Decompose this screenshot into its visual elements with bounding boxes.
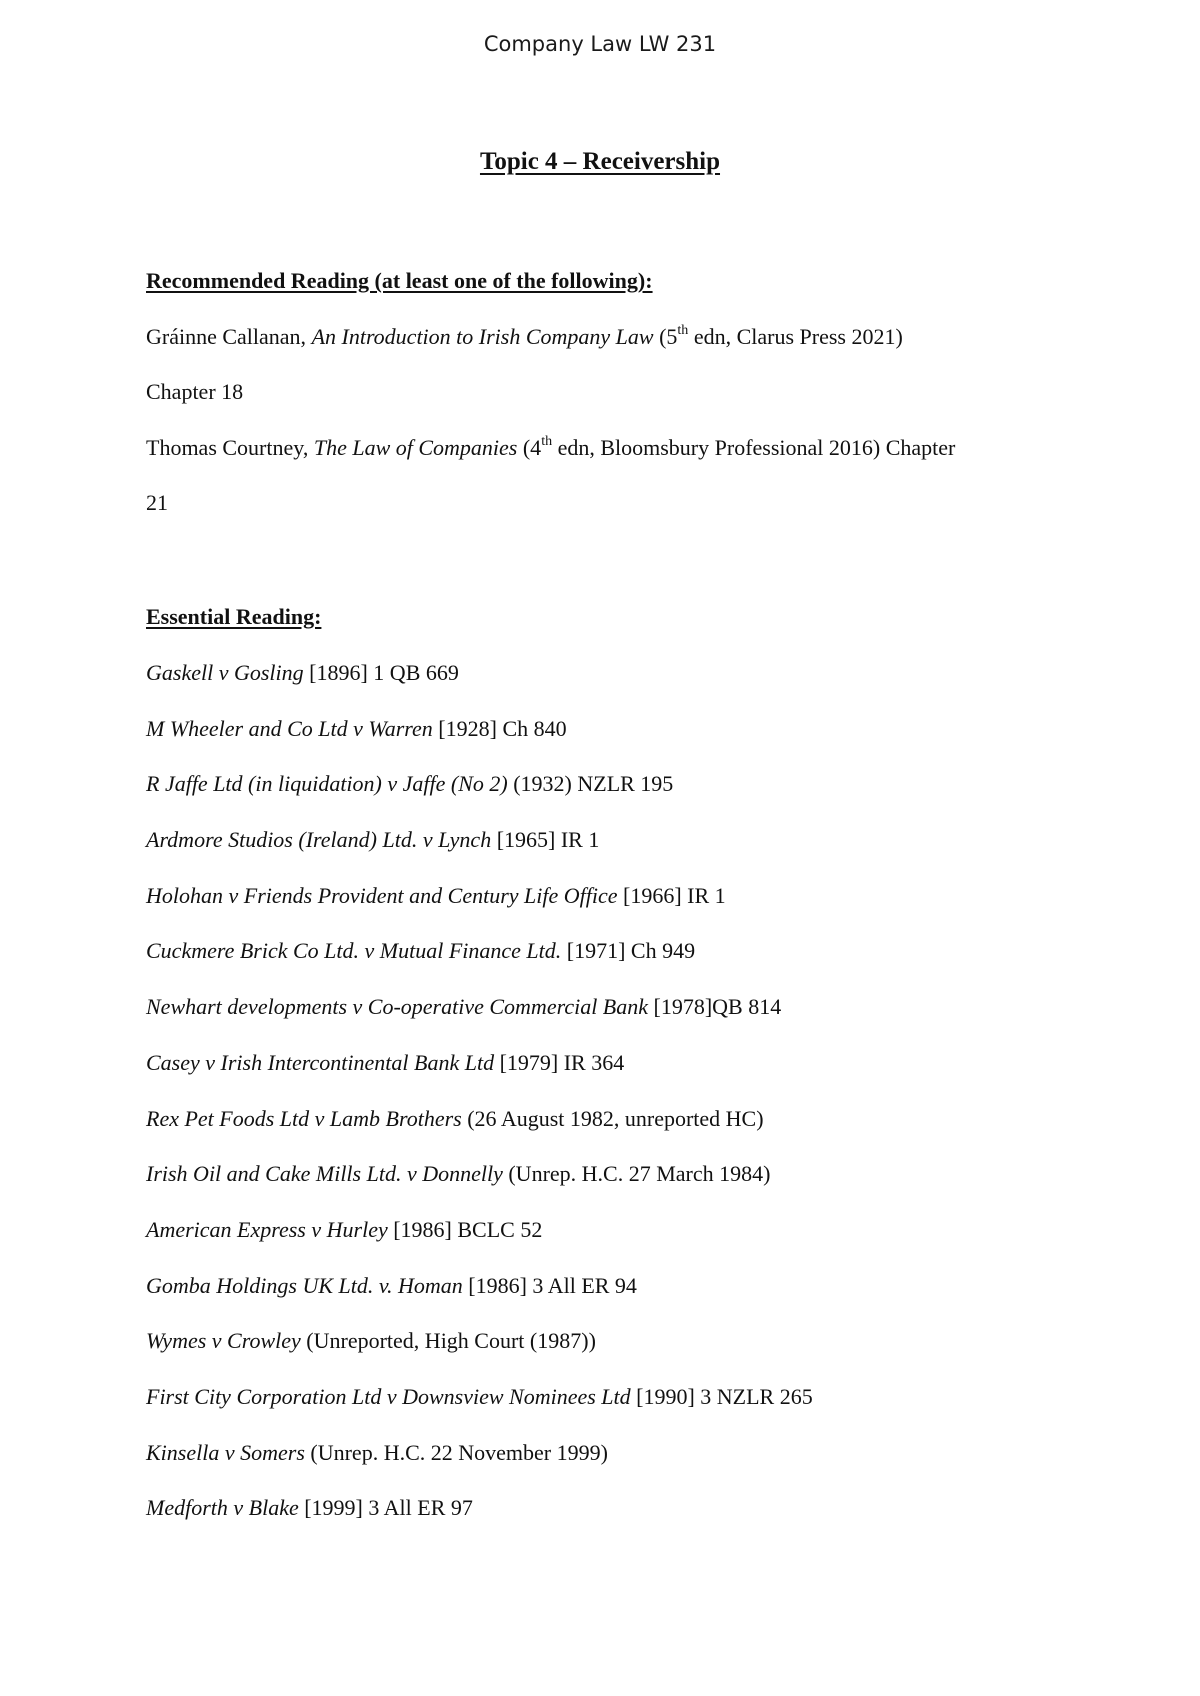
reference-author: Thomas Courtney,: [146, 435, 314, 460]
case-item: [146, 1104, 813, 1134]
reference-continuation: 21: [146, 490, 168, 515]
case-name: Wymes v Crowley: [146, 1328, 301, 1354]
case-citation: [1979] IR 364: [494, 1049, 625, 1075]
reference-line: [146, 322, 903, 352]
case-citation: [1986] 3 All ER 94: [462, 1272, 637, 1298]
case-name: American Express v Hurley: [146, 1216, 388, 1242]
essential-reading-heading: Essential Reading:: [146, 604, 322, 629]
case-item: [146, 1159, 813, 1189]
case-citation: [1971] Ch 949: [561, 938, 696, 964]
reference-edition-suffix: th: [677, 322, 689, 338]
case-name: Cuckmere Brick Co Ltd. v Mutual Finance Ltd.: [146, 938, 562, 964]
case-citation: (Unrep. H.C. 22 November 1999): [304, 1439, 608, 1465]
case-name: Ardmore Studios (Ireland) Ltd. v Lynch: [146, 827, 492, 853]
case-citation: [1966] IR 1: [617, 882, 726, 908]
case-name: Irish Oil and Cake Mills Ltd. v Donnelly: [146, 1161, 503, 1187]
case-citation: [1978]QB 814: [648, 994, 782, 1020]
page-title: Topic 4 – Receivership: [479, 148, 721, 175]
reference-edition-prefix: (4: [517, 435, 542, 460]
case-item: [146, 825, 813, 855]
case-item: [146, 936, 813, 966]
reference-edition-prefix: (5: [653, 324, 678, 349]
case-item: [146, 1326, 813, 1356]
case-citation: [1986] BCLC 52: [387, 1216, 543, 1242]
case-item: [146, 1493, 813, 1523]
case-name: Holohan v Friends Provident and Century Life Office: [146, 882, 618, 908]
case-item: [146, 769, 813, 799]
case-name: R Jaffe Ltd (in liquidation) v Jaffe (No 2): [146, 771, 508, 797]
case-item: [146, 714, 813, 744]
recommended-reading-heading: Recommended Reading (at least one of the following):: [146, 268, 653, 293]
case-citation: (26 August 1982, unreported HC): [461, 1105, 764, 1131]
case-citation: (Unrep. H.C. 27 March 1984): [502, 1161, 771, 1187]
reference-publication: edn, Bloomsbury Professional 2016) Chapter: [552, 435, 956, 460]
reference-edition-suffix: th: [541, 433, 553, 449]
running-header: Company Law LW 231: [483, 32, 717, 56]
case-list: [146, 658, 813, 1549]
case-citation: (Unreported, High Court (1987)): [300, 1328, 596, 1354]
reference-line: [146, 433, 955, 463]
case-name: Gaskell v Gosling: [146, 660, 304, 685]
case-name: Newhart developments v Co-operative Commercial Bank: [146, 994, 649, 1020]
case-item: [146, 1215, 813, 1245]
case-item: [146, 1382, 813, 1412]
reference-publication: edn, Clarus Press 2021): [688, 324, 903, 349]
reference-continuation: Chapter 18: [146, 379, 244, 404]
case-name: M Wheeler and Co Ltd v Warren: [146, 715, 433, 741]
case-name: Rex Pet Foods Ltd v Lamb Brothers: [146, 1105, 462, 1131]
case-citation: [1965] IR 1: [491, 827, 600, 853]
case-citation: [1896] 1 QB 669: [303, 660, 459, 685]
case-citation: [1999] 3 All ER 97: [298, 1495, 473, 1521]
case-name: Casey v Irish Intercontinental Bank Ltd: [146, 1049, 495, 1075]
case-name: First City Corporation Ltd v Downsview Nominees Ltd: [146, 1383, 631, 1409]
reference-book-title: The Law of Companies: [313, 435, 518, 460]
case-item: [146, 881, 813, 911]
case-citation: [1990] 3 NZLR 265: [630, 1383, 813, 1409]
case-name: Gomba Holdings UK Ltd. v. Homan: [146, 1272, 463, 1298]
case-item: [146, 1271, 813, 1301]
case-item: [146, 1438, 813, 1468]
case-citation: [1928] Ch 840: [432, 715, 567, 741]
case-item: [146, 658, 813, 688]
case-name: Medforth v Blake: [146, 1495, 299, 1521]
case-item: [146, 1048, 813, 1078]
case-name: Kinsella v Somers: [146, 1439, 305, 1465]
case-citation: (1932) NZLR 195: [507, 771, 674, 797]
case-item: [146, 992, 813, 1022]
reference-book-title: An Introduction to Irish Company Law: [311, 324, 654, 349]
reference-author: Gráinne Callanan,: [146, 324, 312, 349]
